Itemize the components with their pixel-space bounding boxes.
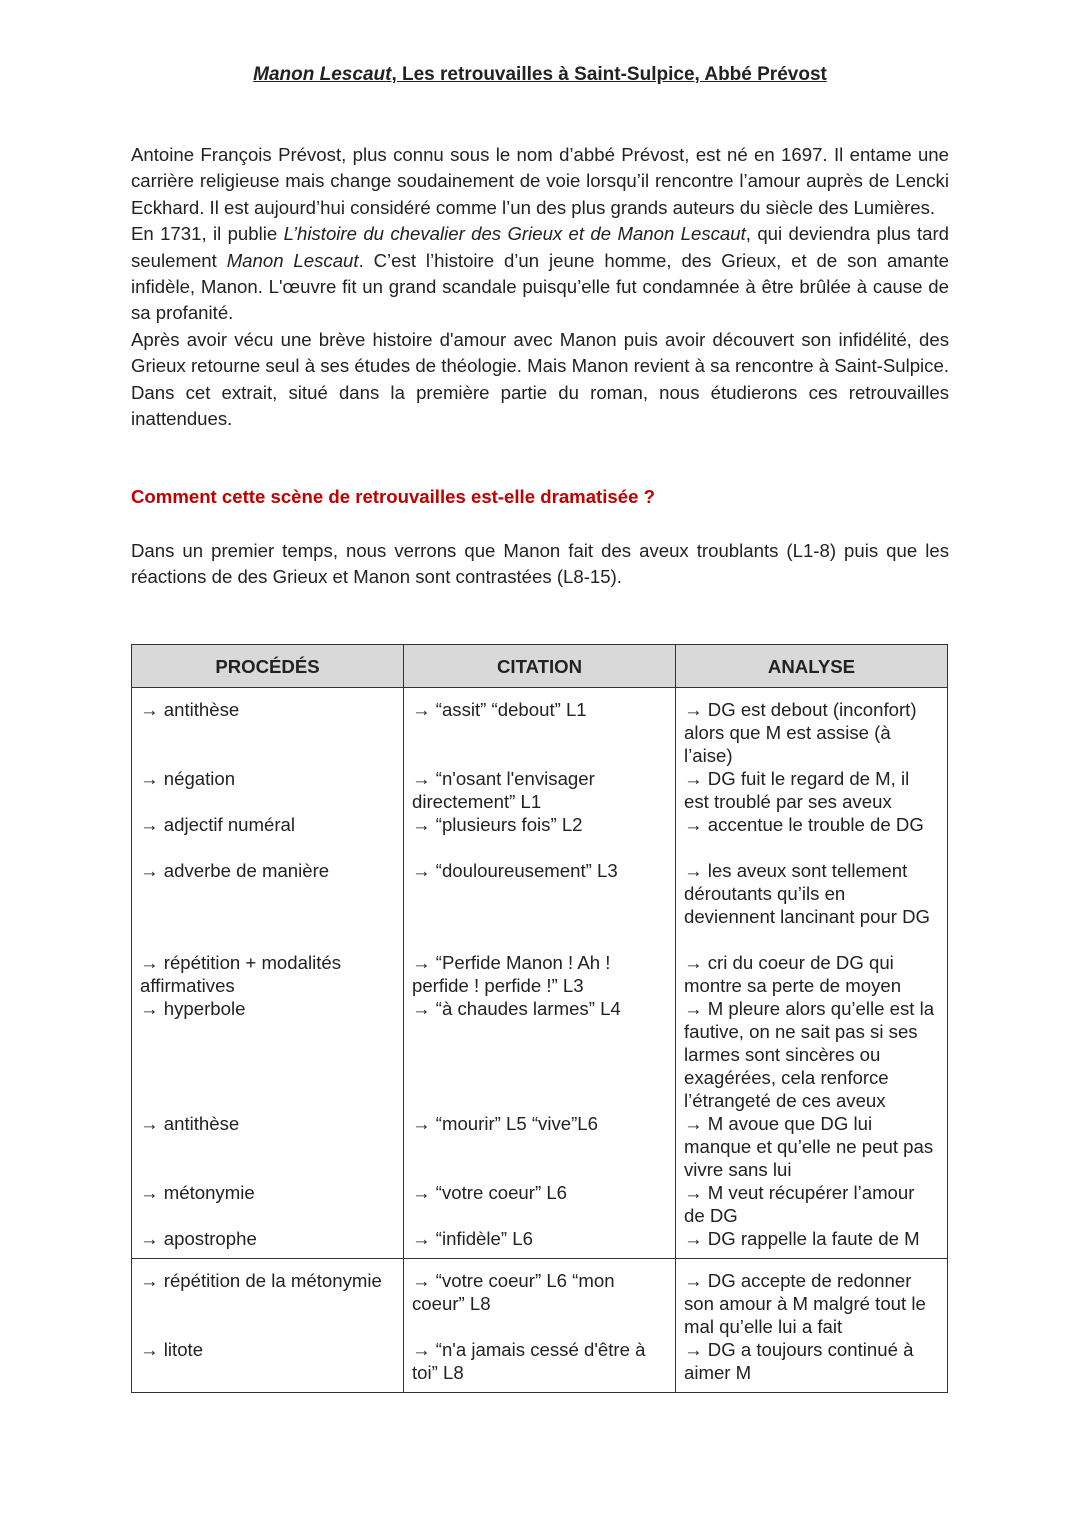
cell-item: → DG rappelle la faute de M (684, 1228, 920, 1249)
intro-p2-text-a: En 1731, il publie (131, 223, 284, 245)
cell-item: → adjectif numéral (140, 814, 296, 835)
cell-item: → les aveux sont tellement déroutants qu’ils en deviennent lancinant pour DG (684, 860, 931, 927)
cell-item: → accentue le trouble de DG (684, 814, 924, 835)
cell-item: → M avoue que DG lui manque et qu’elle ne peut pas vivre sans lui (684, 1113, 934, 1180)
cell-item: → DG est debout (inconfort) alors que M est assise (à l’aise) (684, 699, 917, 766)
cell-item: → “plusieurs fois” L2 (412, 814, 583, 835)
cell-item: → M veut récupérer l’amour de DG (684, 1182, 915, 1226)
intro-paragraph-3: Après avoir vécu une brève histoire d'amour avec Manon puis avoir découvert son infidélité, des Grieux retourne seul à ses études de théologie. Mais Manon revient à sa rencontre à Saint-Sulpice. Dans cet extrait, situé dans la première partie du roman, nous étudierons ces retrouvailles inattendues. (131, 328, 949, 430)
intro-p2-book-title: L’histoire du chevalier des Grieux et de Manon Lescaut (283, 223, 746, 245)
citation-cell (404, 688, 676, 1259)
intro-paragraph-1: Antoine François Prévost, plus connu sous le nom d’abbé Prévost, est né en 1697. Il entame une carrière religieuse mais change soudainement de voie lorsqu’il rencontre l’amour auprès de Lencki Eckhard. Il est aujourd’hui considéré comme l’un des plus grands auteurs du siècle des Lumières. (131, 144, 949, 218)
cell-item: → métonymie (140, 1182, 255, 1203)
cell-item: → M pleure alors qu’elle est la fautive, on ne sait pas si ses larmes sont sincères ou exagérées, cela renforce l’étrangeté de ces aveux (684, 998, 935, 1111)
cell-item: → répétition + modalités affirmatives (140, 952, 342, 996)
header-citation: CITATION (404, 645, 676, 688)
table-header-row (132, 645, 948, 688)
title-rest: , Les retrouvailles à Saint-Sulpice, Abbé Prévost (391, 64, 827, 85)
analyse-cell (676, 1259, 948, 1393)
procedes-cell (132, 688, 404, 1259)
intro-p2-text-b: , qui deviendra plus tard seulement (131, 223, 950, 271)
procedes-cell (132, 1259, 404, 1393)
cell-item: → litote (140, 1339, 204, 1360)
cell-item: → adverbe de manière (140, 860, 330, 881)
cell-item: → négation (140, 768, 236, 789)
cell-item: → antithèse (140, 1113, 240, 1134)
analysis-table (131, 644, 948, 1393)
intro-paragraph-2 (131, 221, 949, 327)
cell-item: → DG accepte de redonner son amour à M malgré tout le mal qu’elle lui a fait (684, 1270, 926, 1337)
cell-item: → antithèse (140, 699, 240, 720)
citation-cell (404, 1259, 676, 1393)
cell-item: → apostrophe (140, 1228, 257, 1249)
cell-item: → “votre coeur” L6 “mon coeur” L8 (412, 1270, 615, 1314)
cell-item: → “votre coeur” L6 (412, 1182, 568, 1203)
intro-p2-short-title: Manon Lescaut (226, 249, 359, 271)
cell-item: → “n'a jamais cessé d'être à toi” L8 (412, 1339, 646, 1383)
header-procedes: PROCÉDÉS (132, 645, 404, 688)
table-row (132, 688, 948, 1259)
intro-p2-text-c: . C’est l’histoire d’un jeune homme, des Grieux, et de son amante infidèle, Manon. L'œuvre fit un grand scandale puisqu’elle fut condamnée à être brûlée à cause de sa profanité. (131, 249, 949, 324)
introduction (131, 142, 949, 432)
document-title (0, 64, 1080, 86)
plan-announcement: Dans un premier temps, nous verrons que Manon fait des aveux troublants (L1-8) puis que les réactions de des Grieux et Manon sont contrastées (L8-15). (131, 540, 949, 588)
cell-item: → “infidèle” L6 (412, 1228, 533, 1249)
analyse-cell (676, 688, 948, 1259)
table-row (132, 1259, 948, 1393)
cell-item: → DG fuit le regard de M, il est troublé par ses aveux (684, 768, 910, 812)
cell-item: → cri du coeur de DG qui montre sa perte de moyen (684, 952, 902, 996)
cell-item: → DG a toujours continué à aimer M (684, 1339, 914, 1383)
title-work-name: Manon Lescaut (253, 64, 392, 85)
header-analyse: ANALYSE (676, 645, 948, 688)
problematique: Comment cette scène de retrouvailles est-elle dramatisée ? (131, 486, 655, 507)
cell-item: → répétition de la métonymie (140, 1270, 382, 1291)
cell-item: → “mourir” L5 “vive”L6 (412, 1113, 598, 1134)
cell-item: → “Perfide Manon ! Ah ! perfide ! perfide !” L3 (412, 952, 611, 996)
cell-item: → “douloureusement” L3 (412, 860, 618, 881)
cell-item: → “assit” “debout” L1 (412, 699, 587, 720)
cell-item: → “à chaudes larmes” L4 (412, 998, 621, 1019)
cell-item: → “n'osant l'envisager directement” L1 (412, 768, 595, 812)
cell-item: → hyperbole (140, 998, 246, 1019)
